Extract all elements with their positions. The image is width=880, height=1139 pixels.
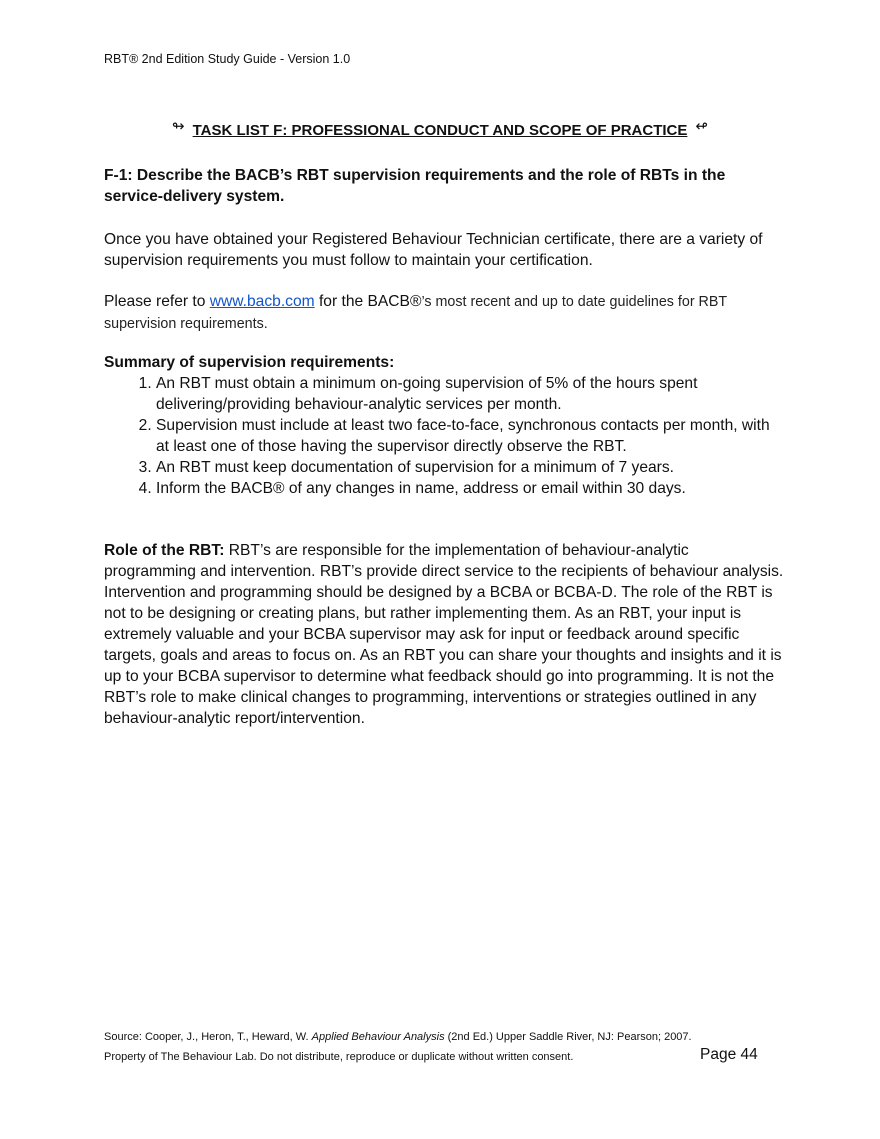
- source-text: Source: Cooper, J., Heron, T., Heward, W.: [104, 1031, 312, 1043]
- summary-list: [104, 373, 784, 499]
- bacb-link[interactable]: www.bacb.com: [209, 293, 315, 310]
- list-item: 3. An RBT must keep documentation of supervision for a minimum of 7 years.: [156, 457, 784, 478]
- source-book-title: Applied Behaviour Analysis: [311, 1031, 445, 1043]
- list-item: 4. Inform the BACB® of any changes in name, address or email within 30 days.: [156, 478, 784, 499]
- section-title-text: TASK LIST F: PROFESSIONAL CONDUCT AND SCOPE OF PRACTICE: [192, 122, 688, 139]
- role-text: RBT’s are responsible for the implementation of behaviour-analytic programming and intervention. RBT’s provide direct service to the recipients of behaviour analysis. Intervention and programming should be designed by a BCBA or BCBA-D. The role of the RBT is not to be designing or creating plans, but rather implementing them. As an RBT, your input is extremely valuable and your BCBA supervisor may ask for input or feedback around specific targets, goals and areas to focus on. As an RBT you can share your thoughts and insights and it is up to your BCBA supervisor to determine what feedback should go into programming. It is not the RBT’s role to make clinical changes to programming, interventions or strategies outlined in any behaviour-analytic report/intervention.: [104, 542, 784, 727]
- loop-arrow-left-icon: ↫: [695, 118, 708, 135]
- role-label: Role of the RBT:: [104, 542, 225, 559]
- summary-heading: Summary of supervision requirements:: [104, 354, 395, 371]
- property-notice: Property of The Behaviour Lab. Do not distribute, reproduce or duplicate without written consent.: [104, 1051, 574, 1063]
- refer-text: for the BACB®: [314, 293, 422, 310]
- f1-heading: F-1: Describe the BACB’s RBT supervision requirements and the role of RBTs in the service-delivery system.: [104, 167, 726, 205]
- refer-text-small: ’s most recent and up to date guidelines for RBT supervision requirements.: [104, 294, 727, 332]
- source-text: (2nd Ed.) Upper Saddle River, NJ: Pearson; 2007.: [444, 1031, 692, 1043]
- page-number: Page 44: [700, 1046, 758, 1063]
- list-item: 2. Supervision must include at least two face-to-face, synchronous contacts per month, with at least one of those having the supervisor directly observe the RBT.: [156, 415, 784, 457]
- loop-arrow-right-icon: ↬: [172, 118, 185, 135]
- running-header: RBT® 2nd Edition Study Guide - Version 1.0: [104, 52, 351, 66]
- list-item: 1. An RBT must obtain a minimum on-going supervision of 5% of the hours spent delivering/providing behaviour-analytic services per month.: [156, 373, 784, 415]
- refer-paragraph: [104, 291, 784, 335]
- source-citation: [104, 1031, 692, 1043]
- role-paragraph: [104, 540, 784, 729]
- summary-section: [104, 352, 784, 499]
- section-title: [0, 117, 880, 139]
- refer-text: Please refer to: [104, 293, 210, 310]
- intro-paragraph: Once you have obtained your Registered Behaviour Technician certificate, there are a variety of supervision requirements you must follow to maintain your certification.: [104, 231, 763, 269]
